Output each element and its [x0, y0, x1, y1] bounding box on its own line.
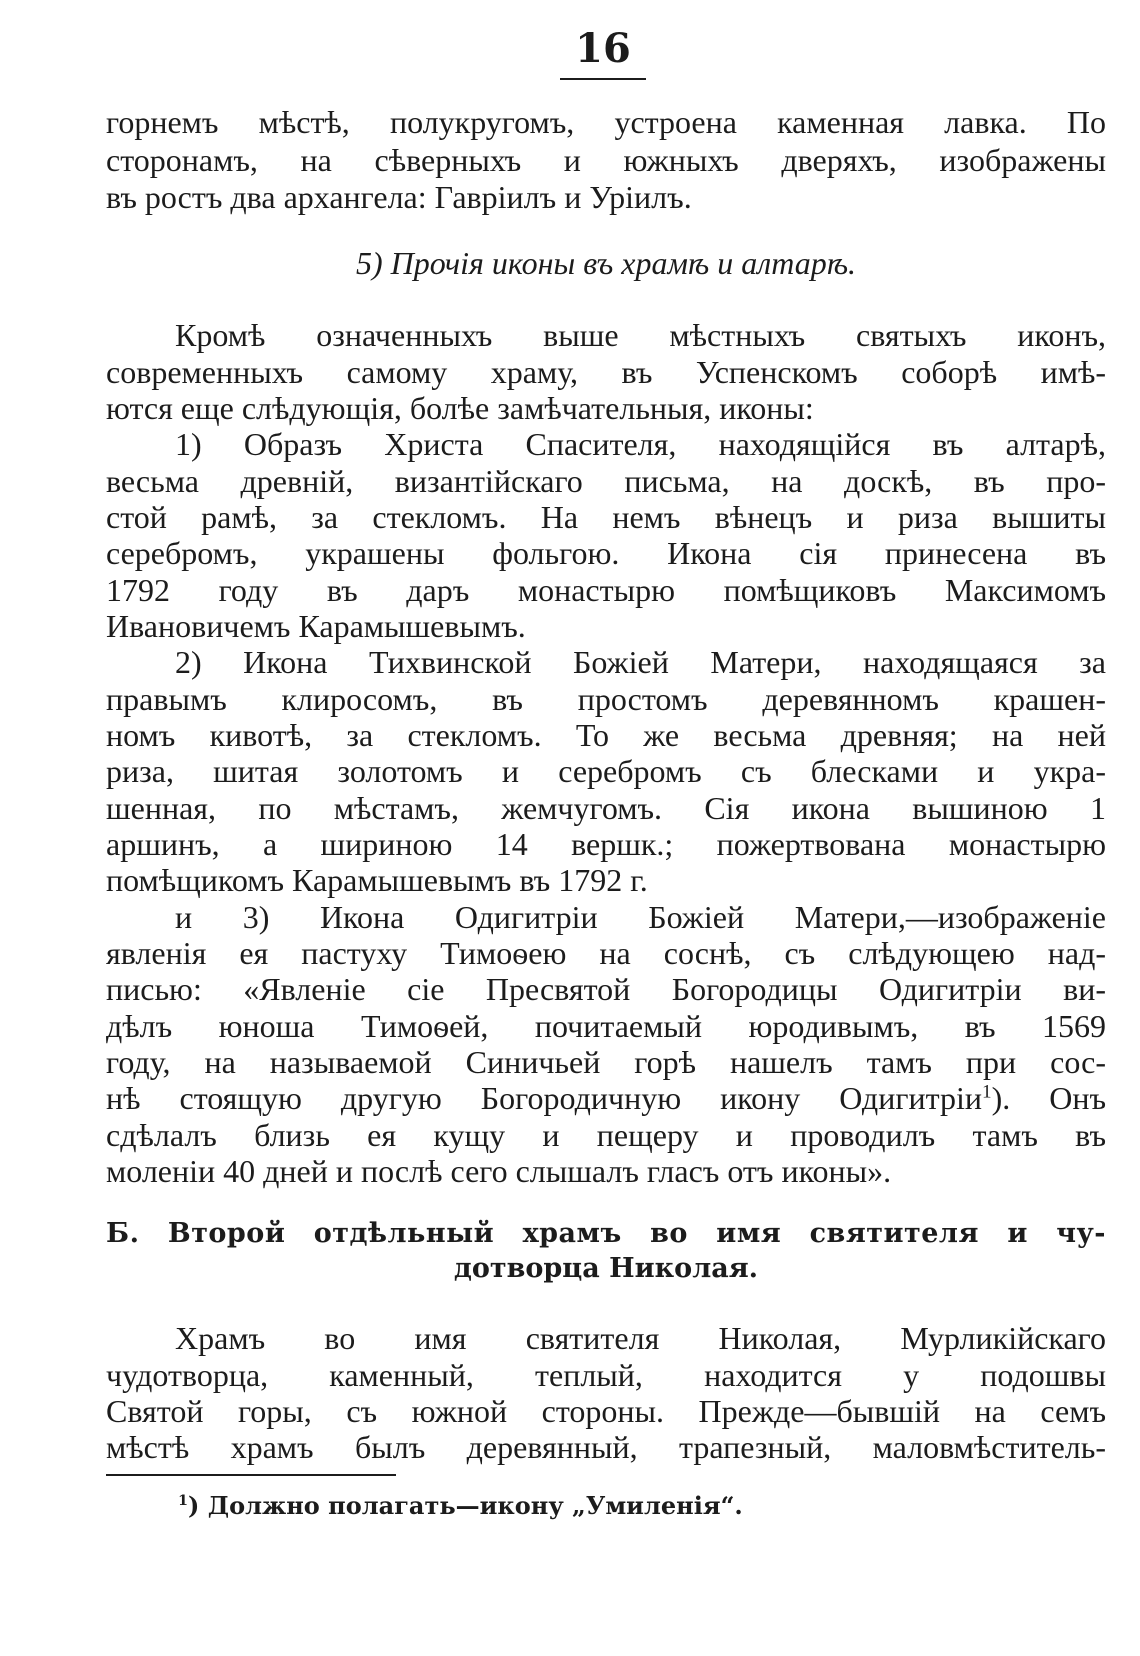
text-line: чудотворца, каменный, теплый, находится у подошвы: [106, 1357, 1106, 1393]
text-line: 2) Икона Тихвинской Божіей Матери, находящаяся за: [175, 644, 1106, 680]
text-line: 1) Образъ Христа Спасителя, находящійся въ алтарѣ,: [175, 426, 1106, 462]
text-line: помѣщикомъ Карамышевымъ въ 1792 г.: [106, 862, 648, 898]
text-line: Храмъ во имя святителя Николая, Мурликійскаго: [175, 1320, 1106, 1356]
text-line-part: ). Онъ: [991, 1080, 1107, 1116]
text-line: дѣлъ юноша Тимоѳей, почитаемый юродивымъ, въ 1569: [106, 1008, 1106, 1044]
text-line: современныхъ самому храму, въ Успенскомъ соборѣ имѣ-: [106, 354, 1106, 390]
section-b-title-line: дотворца Николая.: [453, 1253, 759, 1284]
text-line: стой рамѣ, за стекломъ. На немъ вѣнецъ и риза вышиты: [106, 499, 1106, 535]
text-line-with-footnote: [106, 1080, 1106, 1116]
text-line: горнемъ мѣстѣ, полукругомъ, устроена каменная лавка. По: [106, 104, 1106, 140]
footnote: [178, 1490, 743, 1522]
footnote-text: ) Должно полагать—икону „Умиленія“.: [188, 1491, 743, 1520]
text-line: номъ кивотѣ, за стекломъ. То же весьма древняя; на ней: [106, 717, 1106, 753]
text-line: весьма древній, византійскаго письма, на доскѣ, въ про-: [106, 463, 1106, 499]
text-line-part: нѣ стоящую другую Богородичную икону Одигитріи: [106, 1080, 982, 1116]
section-b-title-line: Б. Второй отдѣльный храмъ во имя святителя и чу-: [106, 1218, 1106, 1249]
page-number: 16: [575, 25, 631, 72]
footnote-divider: [106, 1474, 396, 1476]
text-line: и 3) Икона Одигитріи Божіей Матери,—изображеніе: [175, 899, 1106, 935]
text-line: Святой горы, съ южной стороны. Прежде—бывшій на семъ: [106, 1393, 1106, 1429]
text-line: сдѣлалъ близь ея кущу и пещеру и проводилъ тамъ въ: [106, 1117, 1106, 1153]
section-heading-other-icons: 5) Прочія иконы въ храмѣ и алтарѣ.: [355, 245, 857, 281]
text-line: ются еще слѣдующія, болѣе замѣчательныя, иконы:: [106, 390, 814, 426]
text-line: моленіи 40 дней и послѣ сего слышалъ гласъ отъ иконы».: [106, 1153, 892, 1189]
text-line: въ ростъ два архангела: Гавріилъ и Уріилъ.: [106, 179, 692, 215]
text-line: Ивановичемъ Карамышевымъ.: [106, 608, 526, 644]
text-line: аршинъ, а шириною 14 вершк.; пожертвована монастырю: [106, 826, 1106, 862]
text-line: мѣстѣ храмъ былъ деревянный, трапезный, маловмѣститель-: [106, 1429, 1106, 1465]
text-line: году, на называемой Синичьей горѣ нашелъ тамъ при сос-: [106, 1044, 1106, 1080]
text-line: 1792 году въ даръ монастырю помѣщиковъ Максимомъ: [106, 572, 1106, 608]
text-line: риза, шитая золотомъ и серебромъ съ блесками и укра-: [106, 753, 1106, 789]
text-line: Кромѣ означенныхъ выше мѣстныхъ святыхъ иконъ,: [175, 317, 1106, 353]
page-number-rule: [560, 78, 646, 80]
text-line: явленія ея пастуху Тимоѳею на соснѣ, съ слѣдующею над-: [106, 935, 1106, 971]
text-line: правымъ клиросомъ, въ простомъ деревянномъ крашен-: [106, 681, 1106, 717]
text-line: серебромъ, украшены фольгою. Икона сія принесена въ: [106, 535, 1106, 571]
text-line: сторонамъ, на сѣверныхъ и южныхъ дверяхъ, изображены: [106, 142, 1106, 178]
footnote-marker: 1: [178, 1492, 189, 1509]
text-line: шенная, по мѣстамъ, жемчугомъ. Сія икона вышиною 1: [106, 790, 1106, 826]
footnote-reference[interactable]: 1: [981, 1081, 992, 1103]
text-line: писью: «Явленіе сіе Пресвятой Богородицы Одигитріи ви-: [106, 971, 1106, 1007]
